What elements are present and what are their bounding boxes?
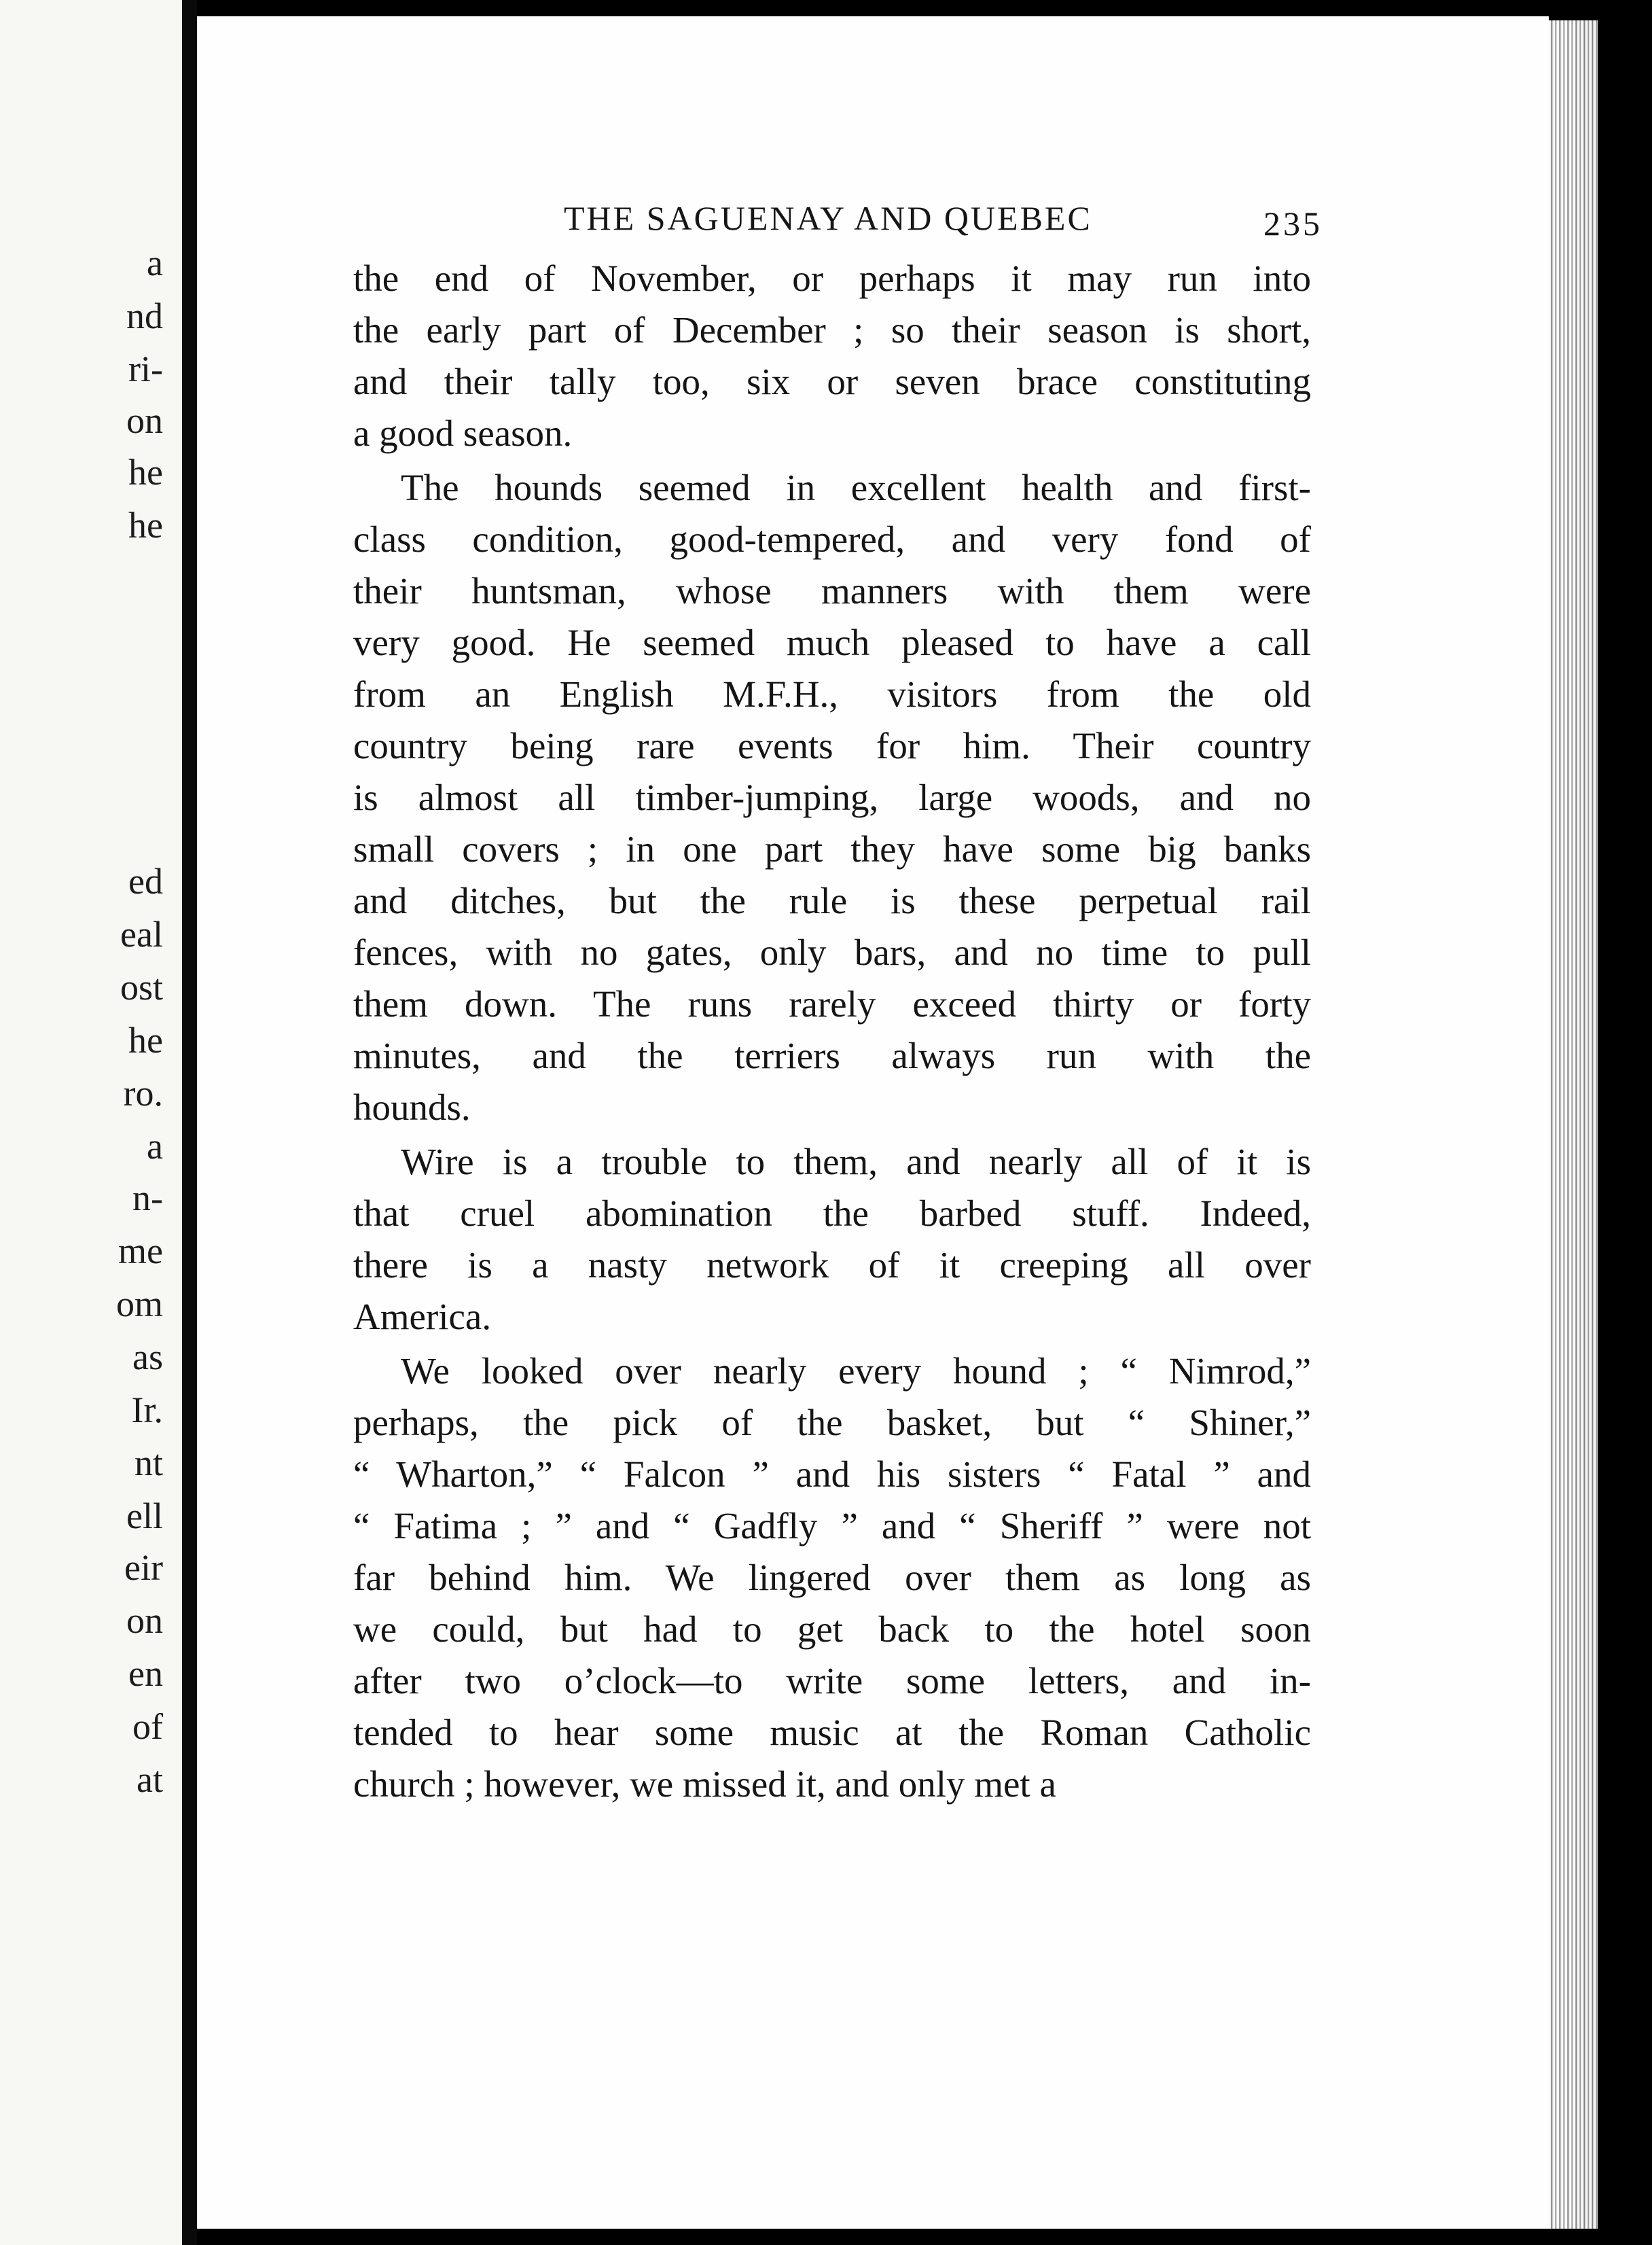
text-line: we could, but had to get back to the hotel soon: [353, 1608, 1311, 1650]
text-line: hounds.: [353, 1086, 471, 1128]
text-line: class condition, good-tempered, and very fond of: [353, 518, 1311, 560]
left-page-fragment: a: [147, 1126, 163, 1167]
page-edges: [1549, 20, 1598, 2229]
text-line: their huntsman, whose manners with them were: [353, 570, 1311, 612]
left-page-fragment: of: [132, 1706, 163, 1747]
text-line: is almost all timber-jumping, large woods, and no: [353, 777, 1311, 818]
text-line: far behind him. We lingered over them as long as: [353, 1557, 1311, 1598]
text-line: small covers ; in one part they have some big banks: [353, 828, 1311, 870]
text-line: minutes, and the terriers always run with the: [353, 1035, 1311, 1076]
left-page-fragment: eir: [124, 1547, 163, 1588]
left-page-fragment: eal: [120, 914, 163, 955]
text-line: fences, with no gates, only bars, and no time to pull: [353, 932, 1311, 973]
left-page-fragment: ed: [128, 861, 163, 902]
body-text: [353, 253, 1311, 1810]
text-line: a good season.: [353, 412, 573, 454]
left-page-fragment: ell: [126, 1496, 163, 1536]
left-page-fragment: n-: [132, 1178, 163, 1218]
text-line: America.: [353, 1296, 492, 1337]
left-page-fragment: as: [132, 1337, 163, 1377]
text-line: “ Wharton,” “ Falcon ” and his sisters “ Fatal ” and: [353, 1453, 1311, 1495]
text-line: the early part of December ; so their season is short,: [353, 309, 1311, 351]
text-line: after two o’clock—to write some letters, and in-: [353, 1660, 1311, 1701]
left-page-fragment: om: [115, 1284, 163, 1324]
left-page-fragment: on: [126, 400, 163, 441]
left-page-fragment: on: [126, 1600, 163, 1641]
left-page-fragment: me: [118, 1231, 163, 1271]
text-line: that cruel abomination the barbed stuff. Indeed,: [353, 1192, 1311, 1234]
left-page-fragment: he: [128, 1020, 163, 1061]
left-page-edge: [0, 0, 185, 2245]
left-page-fragment: ost: [120, 967, 163, 1008]
left-page-fragment: a: [147, 243, 163, 283]
left-page-fragment: ro.: [123, 1073, 163, 1114]
text-line: the end of November, or perhaps it may run into: [353, 258, 1311, 299]
text-line: country being rare events for him. Their country: [353, 725, 1311, 766]
text-line: tended to hear some music at the Roman Catholic: [353, 1712, 1311, 1753]
page-number: 235: [1263, 205, 1323, 243]
text-line: and ditches, but the rule is these perpetual rail: [353, 880, 1311, 921]
left-page-fragment: nd: [126, 296, 163, 336]
left-page-fragment: en: [128, 1653, 163, 1694]
left-page-fragment: he: [128, 452, 163, 493]
text-line: church ; however, we missed it, and only met a: [353, 1763, 1056, 1805]
text-line: perhaps, the pick of the basket, but “ Shiner,”: [353, 1402, 1311, 1443]
text-line: The hounds seemed in excellent health and first-: [401, 467, 1311, 508]
left-page-fragment: nt: [134, 1443, 163, 1483]
text-line: We looked over nearly every hound ; “ Nimrod,”: [401, 1350, 1311, 1392]
running-head: THE SAGUENAY AND QUEBEC: [564, 199, 1092, 237]
text-line: from an English M.F.H., visitors from the old: [353, 673, 1311, 715]
text-line: Wire is a trouble to them, and nearly all of it is: [401, 1141, 1311, 1182]
text-line: and their tally too, six or seven brace constituting: [353, 361, 1311, 402]
book-gutter: [182, 0, 197, 2245]
text-line: very good. He seemed much pleased to have a call: [353, 622, 1311, 663]
text-line: “ Fatima ; ” and “ Gadfly ” and “ Sheriff ” were not: [353, 1505, 1311, 1546]
left-page-fragment: at: [137, 1759, 163, 1800]
text-line: there is a nasty network of it creeping all over: [353, 1244, 1311, 1286]
left-page-fragment: he: [128, 505, 163, 546]
text-line: them down. The runs rarely exceed thirty or forty: [353, 983, 1311, 1025]
left-page-fragment: ri-: [128, 349, 163, 389]
left-page-fragment: Ir.: [131, 1390, 163, 1430]
